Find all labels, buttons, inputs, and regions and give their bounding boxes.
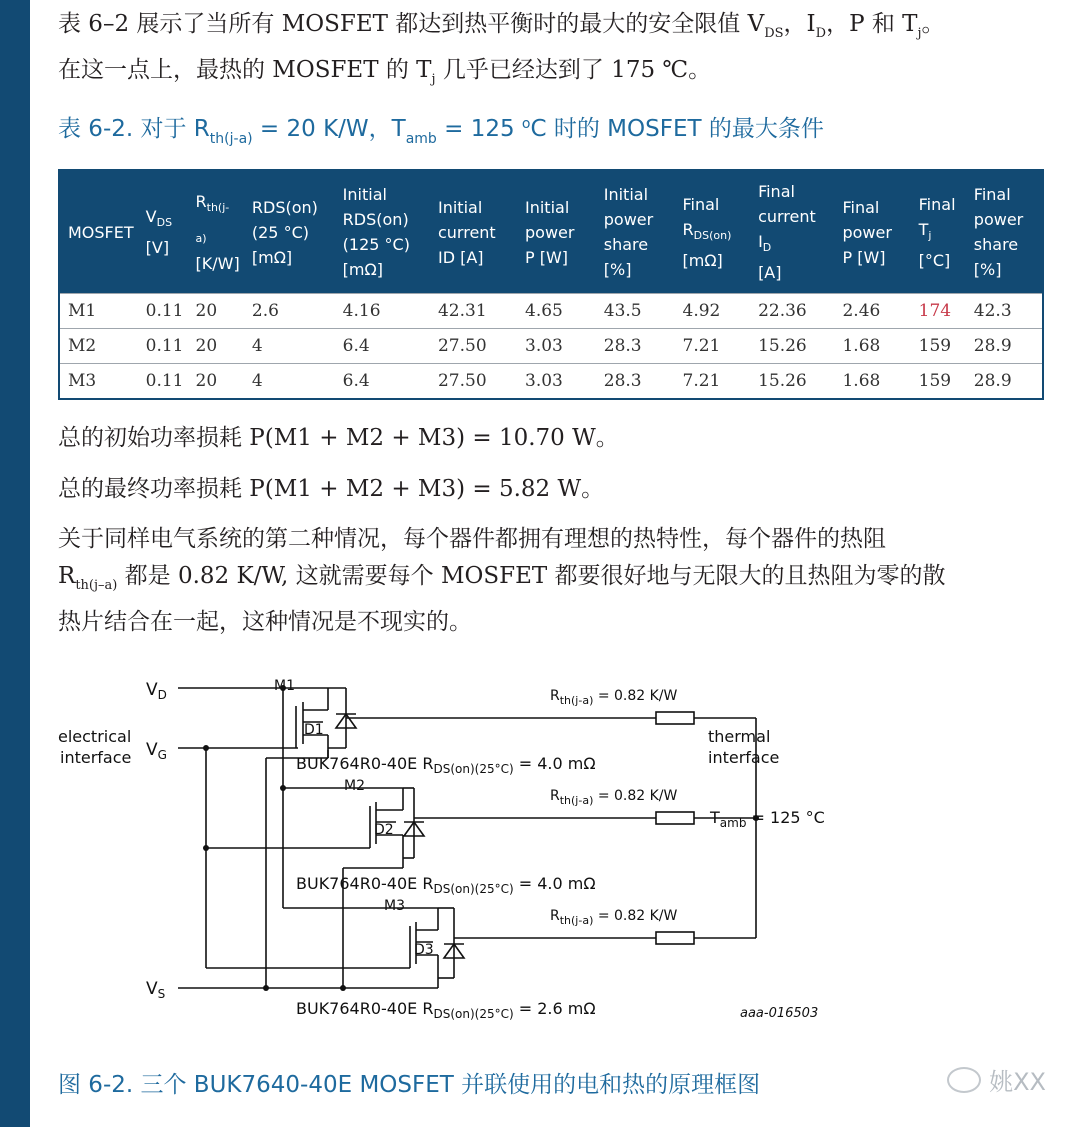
watermark <box>947 1062 1046 1097</box>
table-cell: 174 <box>911 294 966 329</box>
column-header <box>138 170 188 294</box>
chat-bubble-icon <box>947 1067 981 1093</box>
title-text: 表 6-2. 对于 R <box>58 116 210 142</box>
header-text: D <box>762 241 772 254</box>
sub-ds: DS <box>764 26 784 41</box>
table-cell: 42.3 <box>966 294 1043 329</box>
column-header <box>596 170 675 294</box>
m1-label: M1 <box>274 678 295 694</box>
table-row <box>59 329 1043 364</box>
column-header <box>244 170 335 294</box>
title-text: = 20 K/W，T <box>252 116 406 142</box>
header-text: Initial power <box>525 197 575 242</box>
table-cell: 20 <box>188 329 244 364</box>
table-cell: 15.26 <box>750 364 834 400</box>
header-text: [°C] <box>918 250 951 270</box>
table-cell: 4.16 <box>335 294 430 329</box>
title-text: = 125 <box>436 116 522 142</box>
title-sub: amb <box>405 131 437 147</box>
figure-caption: 图 6-2. 三个 BUK7640-40E MOSFET 并联使用的电和热的原理框图 <box>58 1072 761 1098</box>
table-cell: M2 <box>59 329 138 364</box>
header-text: Final power <box>842 197 892 242</box>
electrical-interface-label: interface <box>60 748 132 767</box>
total-final-power: 总的最终功率损耗 P(M1 + M2 + M3) = 5.82 W。 <box>58 476 605 502</box>
header-text: I <box>758 232 763 251</box>
column-header <box>834 170 910 294</box>
table-body <box>59 294 1043 400</box>
table-cell: 28.3 <box>596 329 675 364</box>
header-text: DS(on) <box>693 228 732 242</box>
second-case-text: 热片结合在一起，这种情况是不现实的。 <box>58 609 472 635</box>
vd-label: $V_D$ <box>146 680 167 702</box>
column-header <box>517 170 596 294</box>
header-text: share [%] <box>973 235 1019 279</box>
header-text: [V] <box>145 238 170 257</box>
thermal-interface-label: thermal <box>708 727 771 746</box>
header-text: DS <box>156 216 173 229</box>
part-label-m1: BUK764R0-40E $R_{DS(on)(25^\circ C)} = 4.0$ mΩ <box>296 754 596 776</box>
table-cell: 6.4 <box>335 329 430 364</box>
table-cell: 43.5 <box>596 294 675 329</box>
title-sub: th(j-a) <box>209 131 253 147</box>
d1-label: D1 <box>304 722 324 738</box>
intro-text: ，I <box>783 11 816 37</box>
intro-text: 在这一点上，最热的 MOSFET 的 T <box>58 57 432 83</box>
table-cell: 4.65 <box>517 294 596 329</box>
figure-reference-code: aaa-016503 <box>740 1006 819 1021</box>
intro-text: 表 6–2 展示了当所有 MOSFET 都达到热平衡时的最大的安全限值 V <box>58 11 765 37</box>
second-case-text: R <box>58 563 76 589</box>
header-text: Final current <box>758 182 816 226</box>
d2-label: D2 <box>374 822 394 838</box>
header-text: Initial RDS(on) <box>342 185 409 229</box>
intro-paragraph <box>58 6 945 98</box>
table-cell: 159 <box>911 364 966 400</box>
header-text: Final R <box>682 194 720 239</box>
header-text: th(j-a) <box>195 200 230 245</box>
table-cell: 0.11 <box>138 294 188 329</box>
second-case-text: 关于同样电气系统的第二种情况，每个器件都拥有理想的热特性，每个器件的热阻 <box>58 526 886 552</box>
m3-label: M3 <box>384 898 405 914</box>
table-cell: 20 <box>188 294 244 329</box>
watermark-text: 姚XX <box>989 1068 1046 1096</box>
second-case-text: 都是 0.82 K/W, 这就需要每个 MOSFET 都要很好地与无限大的且热阻为零的散 <box>117 563 946 589</box>
table-cell: M3 <box>59 364 138 400</box>
table-cell: 7.21 <box>675 364 751 400</box>
header-text: Final power <box>973 185 1024 229</box>
tamb-label: $T_{amb} = 125$ °C <box>710 808 825 830</box>
m2-label: M2 <box>344 778 365 794</box>
column-header <box>911 170 966 294</box>
table-cell: 22.36 <box>750 294 834 329</box>
column-header <box>430 170 517 294</box>
sub-j: j <box>917 26 922 41</box>
table-cell: 28.3 <box>596 364 675 400</box>
header-text: (25 °C) [mΩ] <box>251 222 309 267</box>
table-cell: 20 <box>188 364 244 400</box>
total-initial-power: 总的初始功率损耗 P(M1 + M2 + M3) = 10.70 W。 <box>58 425 619 451</box>
header-text: R <box>195 191 207 211</box>
table-cell: 2.6 <box>244 294 335 329</box>
sub-d: D <box>815 26 827 41</box>
sub-j: j <box>431 72 436 87</box>
table-row <box>59 294 1043 329</box>
header-text: RDS(on) <box>251 197 318 217</box>
table-cell: 27.50 <box>430 329 517 364</box>
second-case-paragraph <box>58 521 946 641</box>
table-cell: 4.92 <box>675 294 751 329</box>
part-label-m3: BUK764R0-40E $R_{DS(on)(25^\circ C)} = 2.6$ mΩ <box>296 999 596 1021</box>
header-text: V <box>145 207 157 226</box>
column-header <box>335 170 430 294</box>
header-text: P [W] <box>525 247 569 267</box>
title-text: C 时的 MOSFET 的最大条件 <box>530 116 824 142</box>
intro-text: ，P 和 T <box>826 11 918 37</box>
table-cell: 28.9 <box>966 329 1043 364</box>
part-label-m2: BUK764R0-40E $R_{DS(on)(25^\circ C)} = 4.0$ mΩ <box>296 874 596 896</box>
column-header <box>675 170 751 294</box>
column-header <box>966 170 1043 294</box>
table-cell: M1 <box>59 294 138 329</box>
column-header <box>750 170 834 294</box>
table-cell: 159 <box>911 329 966 364</box>
header-text: [A] <box>758 263 782 282</box>
table-cell: 27.50 <box>430 364 517 400</box>
table-cell: 1.68 <box>834 329 910 364</box>
header-text: MOSFET <box>68 222 134 242</box>
header-text: [mΩ] <box>682 250 723 270</box>
title-sup: o <box>521 116 531 132</box>
column-header <box>188 170 244 294</box>
table-cell: 15.26 <box>750 329 834 364</box>
circuit-diagram <box>58 640 858 1030</box>
intro-text: 。 <box>921 11 945 37</box>
table-cell: 1.68 <box>834 364 910 400</box>
table-cell: 0.11 <box>138 364 188 400</box>
rth-label-3: $R_{th(j-a)} = 0.82$ K/W <box>550 908 678 927</box>
intro-text: 几乎已经达到了 175 ℃。 <box>435 57 712 83</box>
vs-label: $V_S$ <box>146 979 166 1001</box>
header-text: P [W] <box>842 247 886 267</box>
header-text: j <box>928 228 932 242</box>
header-text: Initial power <box>603 185 654 229</box>
header-text: Final T <box>918 194 956 239</box>
rth-label-1: $R_{th(j-a)} = 0.82$ K/W <box>550 688 678 707</box>
header-text: share [%] <box>603 235 649 279</box>
left-accent-bar <box>0 0 30 1127</box>
table-cell: 0.11 <box>138 329 188 364</box>
table-cell: 42.31 <box>430 294 517 329</box>
table-cell: 3.03 <box>517 364 596 400</box>
table-cell: 4 <box>244 364 335 400</box>
column-header <box>59 170 138 294</box>
rth-label-2: $R_{th(j-a)} = 0.82$ K/W <box>550 788 678 807</box>
header-text: Initial current <box>437 197 496 242</box>
sub-th: th(j–a) <box>75 578 118 593</box>
table-cell: 28.9 <box>966 364 1043 400</box>
thermal-interface-label: interface <box>708 748 780 767</box>
header-text: [K/W] <box>195 253 240 273</box>
table-cell: 7.21 <box>675 329 751 364</box>
mosfet-conditions-table <box>58 169 1044 400</box>
electrical-interface-label: electrical <box>58 727 132 746</box>
d3-label: D3 <box>414 942 434 958</box>
table-title <box>58 110 824 147</box>
table-cell: 6.4 <box>335 364 430 400</box>
table-cell: 4 <box>244 329 335 364</box>
vg-label: $V_G$ <box>146 740 167 762</box>
table-row <box>59 364 1043 400</box>
table-cell: 3.03 <box>517 329 596 364</box>
table-header-row <box>59 170 1043 294</box>
table-cell: 2.46 <box>834 294 910 329</box>
header-text: ID [A] <box>437 247 484 267</box>
header-text: (125 °C) [mΩ] <box>342 235 410 279</box>
